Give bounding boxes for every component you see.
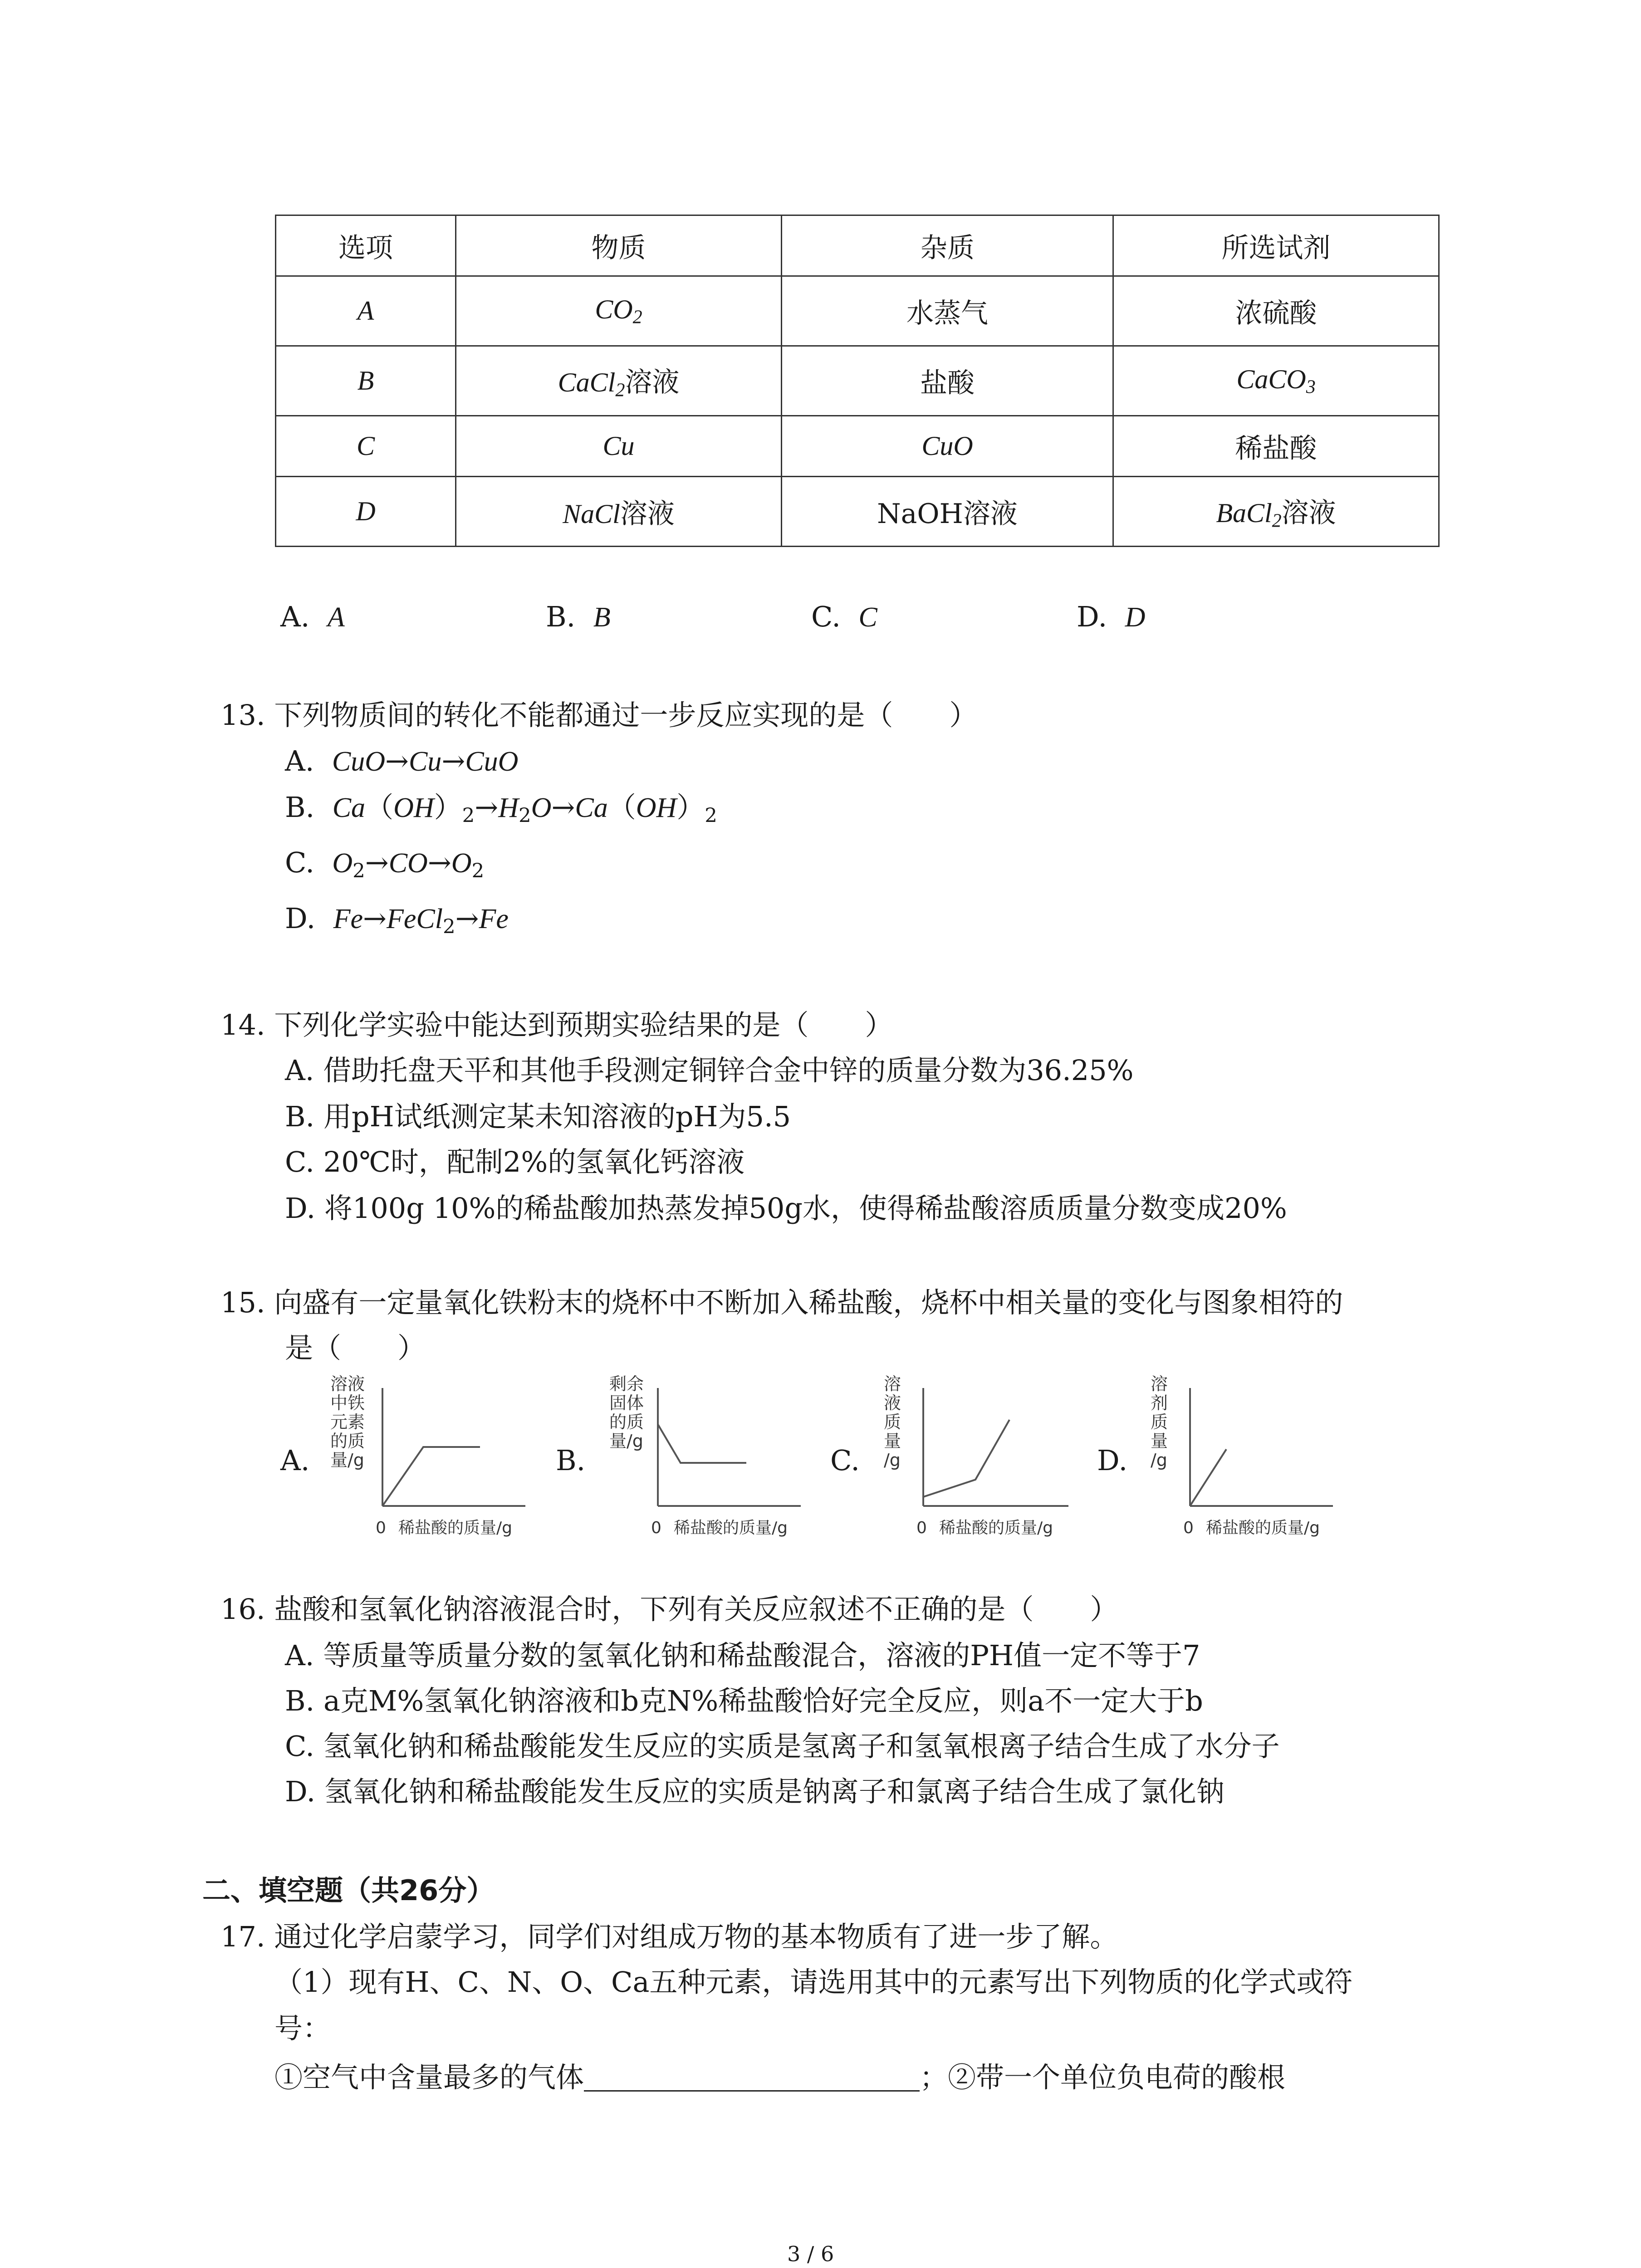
question-17: 17. 通过化学启蒙学习，同学们对组成万物的基本物质有了进一步了解。 (220, 1920, 1118, 1953)
q16-option-d[interactable]: D. 氢氧化钠和稀盐酸能发生反应的实质是钠离子和氯离子结合生成了氯化钠 (285, 1775, 1225, 1808)
table-cell-substance: Cu (456, 416, 782, 477)
table-cell-option: D (276, 477, 456, 547)
q17-part1: （1）现有H、C、N、O、Ca五种元素，请选用其中的元素写出下列物质的化学式或符 (274, 1965, 1353, 1999)
q16-option-b[interactable]: B. a克M%氢氧化钠溶液和b克N%稀盐酸恰好完全反应，则a不一定大于b (285, 1684, 1203, 1717)
table-header-row (276, 215, 1439, 276)
chart-d-origin: 0 (1183, 1519, 1194, 1537)
table-cell-reagent: 稀盐酸 (1113, 416, 1439, 477)
table-cell-reagent: 浓硫酸 (1113, 276, 1439, 346)
table-cell-reagent: BaCl$_2$溶液 (1113, 477, 1439, 547)
table-cell-option: C (276, 416, 456, 477)
chart-a-letter: A. (280, 1444, 310, 1477)
chart-c[interactable] (830, 1374, 1084, 1547)
table-row (276, 346, 1439, 416)
table-header-cell: 选项 (276, 215, 456, 276)
table-row (276, 477, 1439, 547)
question-14: 14. 下列化学实验中能达到预期实验结果的是（ ） (220, 1008, 893, 1041)
table-row (276, 416, 1439, 477)
chart-a-ylabel: 溶液 中铁 元素 的质 量/g (330, 1374, 365, 1470)
q13-option-c[interactable]: C. $O_2\to CO\to O_2$ (285, 846, 485, 882)
table-cell-substance: $CO_2$ (456, 276, 782, 346)
q13-option-a[interactable]: A. CuO→Cu→CuO (285, 744, 519, 777)
chart-d[interactable] (1097, 1374, 1351, 1547)
table-cell-option: A (276, 276, 456, 346)
answer-blank-1[interactable] (584, 2062, 920, 2092)
q12-option-a[interactable]: A. A (280, 600, 345, 633)
q14-option-b[interactable]: B. 用pH试纸测定某未知溶液的pH为5.5 (285, 1100, 791, 1133)
table-header-cell: 物质 (456, 215, 782, 276)
q14-option-a[interactable]: A. 借助托盘天平和其他手段测定铜锌合金中锌的质量分数为36.25% (285, 1054, 1134, 1087)
table-cell-impurity: 水蒸气 (782, 276, 1113, 346)
chart-a-xlabel: 稀盐酸的质量/g (398, 1519, 512, 1537)
chart-d-letter: D. (1097, 1444, 1128, 1477)
table-cell-impurity: CuO (782, 416, 1113, 477)
table-cell-impurity: NaOH溶液 (782, 477, 1113, 547)
chart-c-plot (830, 1374, 1084, 1547)
chart-b-xlabel: 稀盐酸的质量/g (674, 1519, 788, 1537)
q12-option-c[interactable]: C. C (811, 600, 877, 633)
page-number: 3 / 6 (787, 2242, 834, 2266)
options-table (275, 215, 1440, 547)
table-cell-substance: NaCl溶液 (456, 477, 782, 547)
section-2-title: 二、填空题（共26分） (202, 1874, 495, 1907)
q13-option-b[interactable]: B. $Ca(OH)_2\to H_2O\to Ca(OH)_2$ (285, 791, 717, 827)
q17-part1-line2: 号： (274, 2012, 331, 2045)
chart-c-ylabel: 溶 液 质 量 /g (884, 1374, 901, 1470)
chart-b[interactable] (556, 1374, 810, 1547)
chart-c-xlabel: 稀盐酸的质量/g (939, 1519, 1053, 1537)
q12-option-d[interactable]: D. D (1077, 600, 1146, 633)
question-15-line2: 是（ ） (285, 1331, 426, 1364)
question-16: 16. 盐酸和氢氧化钠溶液混合时，下列有关反应叙述不正确的是（ ） (220, 1593, 1118, 1626)
table-header-cell: 所选试剂 (1113, 215, 1439, 276)
table-cell-substance: CaCl$_2$溶液 (456, 346, 782, 416)
q12-option-b[interactable]: B. B (546, 600, 611, 633)
chart-d-xlabel: 稀盐酸的质量/g (1206, 1519, 1320, 1537)
q14-option-d[interactable]: D. 将100g 10%的稀盐酸加热蒸发掉50g水，使得稀盐酸溶质质量分数变成20% (285, 1192, 1287, 1225)
q13-option-d[interactable]: D. Fe→FeCl$_2$→Fe (285, 902, 509, 938)
chart-b-plot (556, 1374, 810, 1547)
q14-option-c[interactable]: C. 20℃时，配制2%的氢氧化钙溶液 (285, 1145, 745, 1178)
chart-b-letter: B. (556, 1444, 586, 1477)
chart-c-letter: C. (830, 1444, 860, 1477)
table-header-cell: 杂质 (782, 215, 1113, 276)
chart-a-origin: 0 (376, 1519, 386, 1537)
q16-option-c[interactable]: C. 氢氧化钠和稀盐酸能发生反应的实质是氢离子和氢氧根离子结合生成了水分子 (285, 1730, 1280, 1763)
q16-option-a[interactable]: A. 等质量等质量分数的氢氧化钠和稀盐酸混合，溶液的PH值一定不等于7 (285, 1639, 1200, 1672)
table-row (276, 276, 1439, 346)
table-cell-reagent: CaCO$_3$ (1113, 346, 1439, 416)
chart-c-origin: 0 (916, 1519, 927, 1537)
question-13: 13. 下列物质间的转化不能都通过一步反应实现的是（ ） (220, 699, 978, 732)
table-cell-option: B (276, 346, 456, 416)
chart-b-ylabel: 剩余 固体 的质 量/g (609, 1374, 644, 1451)
chart-a-plot (280, 1374, 534, 1547)
question-15: 15. 向盛有一定量氧化铁粉末的烧杯中不断加入稀盐酸，烧杯中相关量的变化与图象相符的 (220, 1286, 1343, 1319)
q17-item1: ①空气中含量最多的气体 (274, 2061, 584, 2094)
chart-b-origin: 0 (651, 1519, 661, 1537)
q17-item2: ；②带一个单位负电荷的酸根 (920, 2061, 1286, 2094)
chart-d-ylabel: 溶 剂 质 量 /g (1151, 1374, 1168, 1470)
table-cell-impurity: 盐酸 (782, 346, 1113, 416)
q17-items (274, 2059, 1285, 2096)
chart-d-plot (1097, 1374, 1351, 1547)
chart-a[interactable] (280, 1374, 534, 1547)
